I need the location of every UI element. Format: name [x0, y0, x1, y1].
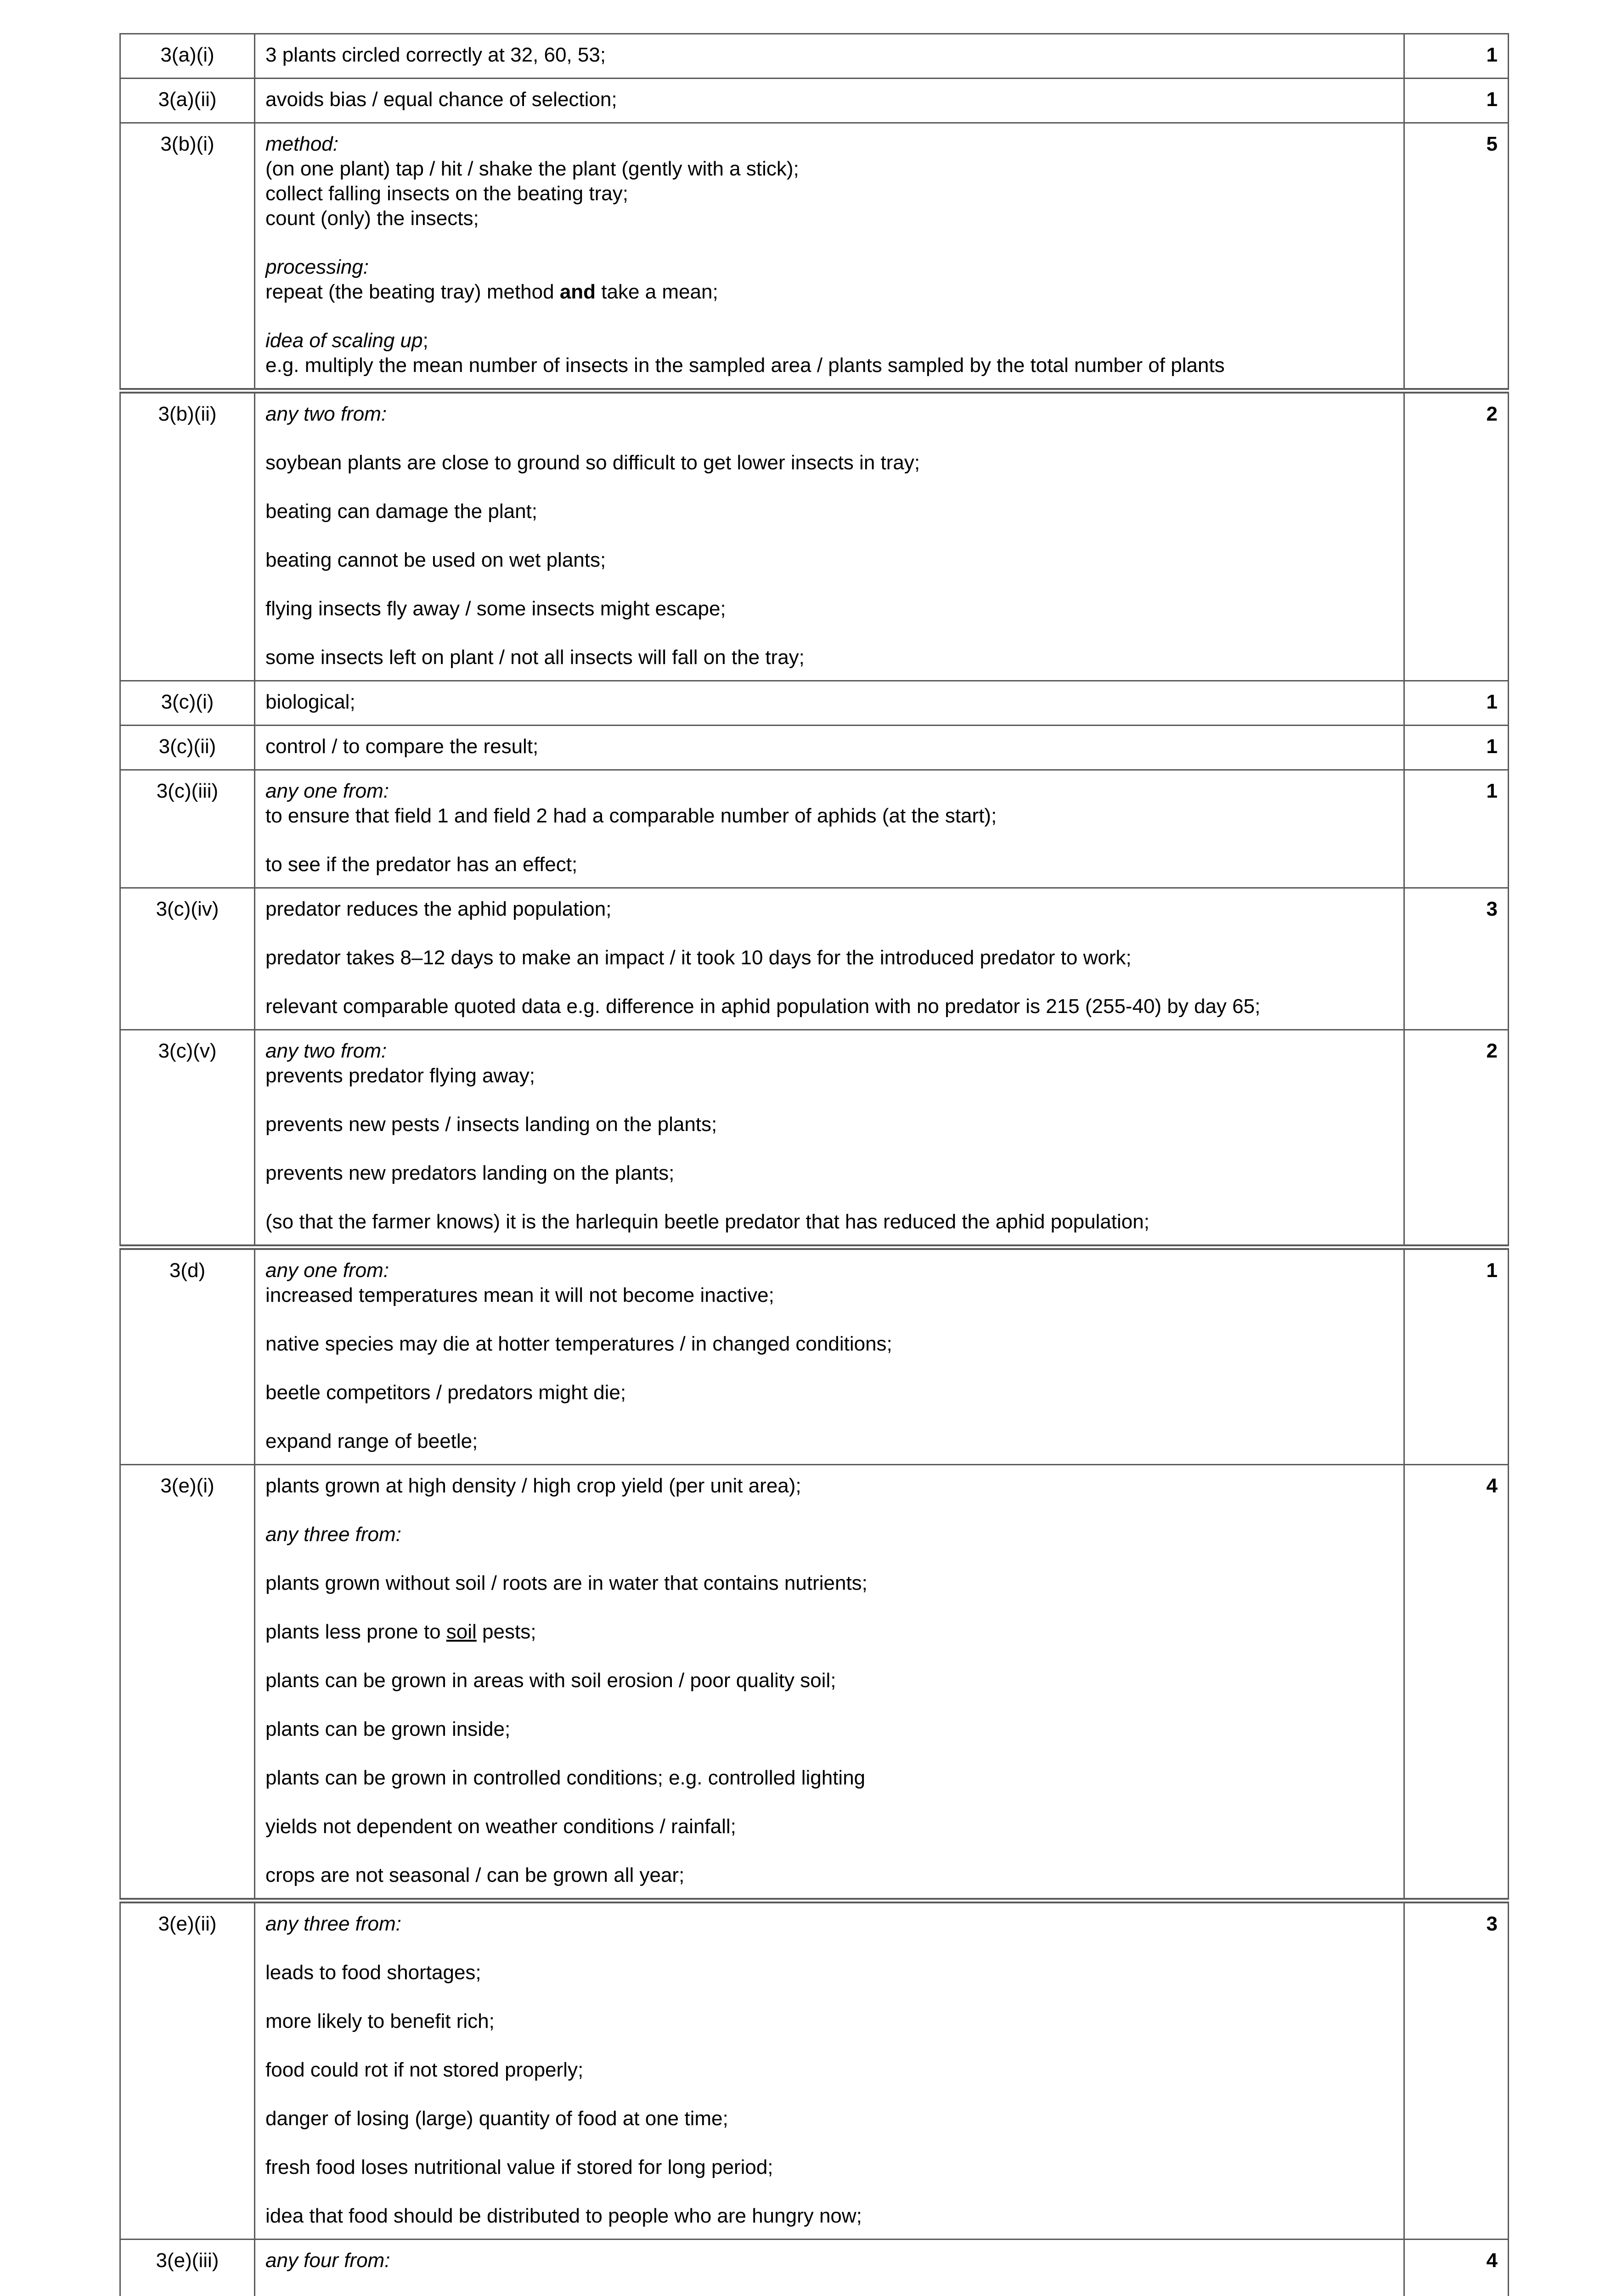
answer-line: plants grown at high density / high crop yield (per unit area);: [265, 1474, 801, 1497]
marks-value: 2: [1404, 1030, 1509, 1248]
marks-value: 1: [1404, 681, 1509, 726]
answer-line: idea that food should be distributed to people who are hungry now;: [265, 2205, 862, 2227]
answer-line: [265, 280, 1393, 304]
mark-scheme-body: [120, 34, 1509, 2296]
marks-value: 4: [1404, 1465, 1509, 1901]
answer-text: plants less prone to: [265, 1621, 446, 1643]
answer-line: predator takes 8–12 days to make an impact / it took 10 days for the introduced predator to work;: [265, 946, 1132, 969]
mark-scheme-row: [120, 726, 1509, 770]
answer-line: [265, 328, 1393, 353]
bold-keyword: and: [559, 281, 596, 303]
mark-scheme-row: [120, 2240, 1509, 2296]
mark-scheme-table: [119, 33, 1509, 2296]
answer-line: (on one plant) tap / hit / shake the plant (gently with a stick);: [265, 158, 799, 180]
answer-cell: [255, 1030, 1404, 1248]
marks-value: 1: [1404, 79, 1509, 123]
answer-line: control / to compare the result;: [265, 735, 539, 758]
marks-value: 5: [1404, 123, 1509, 391]
marks-value: 1: [1404, 770, 1509, 888]
marks-value: 1: [1404, 726, 1509, 770]
answer-line: relevant comparable quoted data e.g. difference in aphid population with no predator is 215 (255-40) by day 65;: [265, 995, 1261, 1018]
question-number: 3(c)(iii): [120, 770, 255, 888]
answer-line: prevents new pests / insects landing on the plants;: [265, 1113, 717, 1136]
answer-line: collect falling insects on the beating tray;: [265, 182, 629, 205]
mark-scheme-page: [119, 33, 1498, 2296]
mark-scheme-row: [120, 1030, 1509, 1248]
answer-line: danger of losing (large) quantity of food at one time;: [265, 2107, 728, 2130]
answer-line: prevents new predators landing on the plants;: [265, 1162, 675, 1184]
mark-scheme-row: [120, 391, 1509, 681]
answer-line: flying insects fly away / some insects might escape;: [265, 597, 726, 620]
answer-cell: [255, 1247, 1404, 1465]
answer-line: native species may die at hotter temperatures / in changed conditions;: [265, 1333, 892, 1355]
question-number: 3(a)(i): [120, 34, 255, 79]
answer-line: more likely to benefit rich;: [265, 2010, 495, 2032]
mark-scheme-row: [120, 1465, 1509, 1901]
answer-line: any one from:: [265, 780, 389, 802]
question-number: 3(a)(ii): [120, 79, 255, 123]
answer-text: pests;: [476, 1621, 536, 1643]
marks-value: 2: [1404, 391, 1509, 681]
answer-line: plants grown without soil / roots are in water that contains nutrients;: [265, 1572, 867, 1594]
answer-line: crops are not seasonal / can be grown all year;: [265, 1864, 685, 1886]
answer-line: count (only) the insects;: [265, 207, 479, 230]
answer-cell: [255, 2240, 1404, 2296]
answer-line: some insects left on plant / not all insects will fall on the tray;: [265, 646, 805, 669]
answer-line: food could rot if not stored properly;: [265, 2059, 584, 2081]
mark-scheme-row: [120, 888, 1509, 1030]
answer-line: (so that the farmer knows) it is the harlequin beetle predator that has reduced the aphid population;: [265, 1210, 1149, 1233]
answer-text: repeat (the beating tray) method: [265, 281, 560, 303]
answer-line: e.g. multiply the mean number of insects in the sampled area / plants sampled by the total number of plants: [265, 354, 1225, 377]
question-number: 3(b)(ii): [120, 391, 255, 681]
question-number: 3(c)(iv): [120, 888, 255, 1030]
question-number: 3(d): [120, 1247, 255, 1465]
mark-scheme-row: [120, 34, 1509, 79]
question-number: 3(c)(v): [120, 1030, 255, 1248]
answer-line: leads to food shortages;: [265, 1961, 481, 1984]
answer-line: any one from:: [265, 1259, 389, 1282]
answer-line: processing:: [265, 256, 369, 278]
answer-cell: [255, 1465, 1404, 1901]
underlined-keyword: soil: [446, 1621, 477, 1643]
mark-scheme-row: [120, 123, 1509, 391]
answer-line: prevents predator flying away;: [265, 1064, 535, 1087]
answer-line: expand range of beetle;: [265, 1430, 478, 1452]
question-number: 3(b)(i): [120, 123, 255, 391]
marks-value: 1: [1404, 34, 1509, 79]
answer-line: any four from:: [265, 2249, 390, 2272]
answer-line: plants can be grown in controlled conditions; e.g. controlled lighting: [265, 1767, 866, 1789]
question-number: 3(c)(ii): [120, 726, 255, 770]
answer-line: biological;: [265, 691, 355, 713]
mark-scheme-row: [120, 1901, 1509, 2240]
answer-line: [265, 1620, 1393, 1644]
answer-line: to see if the predator has an effect;: [265, 853, 578, 876]
answer-line: beating can damage the plant;: [265, 500, 538, 523]
answer-cell: [255, 770, 1404, 888]
mark-scheme-row: [120, 770, 1509, 888]
question-number: 3(c)(i): [120, 681, 255, 726]
answer-line: beating cannot be used on wet plants;: [265, 549, 606, 571]
answer-cell: [255, 34, 1404, 79]
question-number: 3(e)(ii): [120, 1901, 255, 2240]
answer-line: fresh food loses nutritional value if stored for long period;: [265, 2156, 773, 2178]
answer-line: increased temperatures mean it will not become inactive;: [265, 1284, 774, 1306]
answer-line: yields not dependent on weather conditions / rainfall;: [265, 1815, 736, 1838]
answer-line: avoids bias / equal chance of selection;: [265, 88, 617, 111]
answer-text: idea of scaling up: [265, 329, 423, 352]
answer-text: take a mean;: [596, 281, 718, 303]
marks-value: 1: [1404, 1247, 1509, 1465]
answer-cell: [255, 391, 1404, 681]
answer-line: soybean plants are close to ground so difficult to get lower insects in tray;: [265, 451, 920, 474]
answer-line: predator reduces the aphid population;: [265, 898, 612, 920]
answer-cell: [255, 888, 1404, 1030]
answer-cell: [255, 726, 1404, 770]
answer-line: any three from:: [265, 1913, 401, 1935]
answer-line: to ensure that field 1 and field 2 had a comparable number of aphids (at the start);: [265, 805, 997, 827]
answer-cell: [255, 79, 1404, 123]
answer-line: plants can be grown in areas with soil erosion / poor quality soil;: [265, 1669, 836, 1692]
answer-cell: [255, 681, 1404, 726]
mark-scheme-row: [120, 681, 1509, 726]
answer-line: any three from:: [265, 1523, 401, 1546]
answer-cell: [255, 123, 1404, 391]
marks-value: 3: [1404, 888, 1509, 1030]
answer-line: any two from:: [265, 403, 387, 425]
answer-line: method:: [265, 133, 338, 155]
mark-scheme-row: [120, 1247, 1509, 1465]
answer-text: ;: [422, 329, 428, 352]
answer-line: 3 plants circled correctly at 32, 60, 53;: [265, 44, 606, 66]
marks-value: 3: [1404, 1901, 1509, 2240]
marks-value: 4: [1404, 2240, 1509, 2296]
question-number: 3(e)(i): [120, 1465, 255, 1901]
mark-scheme-row: [120, 79, 1509, 123]
answer-cell: [255, 1901, 1404, 2240]
question-number: 3(e)(iii): [120, 2240, 255, 2296]
answer-line: beetle competitors / predators might die;: [265, 1381, 626, 1404]
answer-line: plants can be grown inside;: [265, 1718, 511, 1740]
answer-line: any two from:: [265, 1040, 387, 1062]
